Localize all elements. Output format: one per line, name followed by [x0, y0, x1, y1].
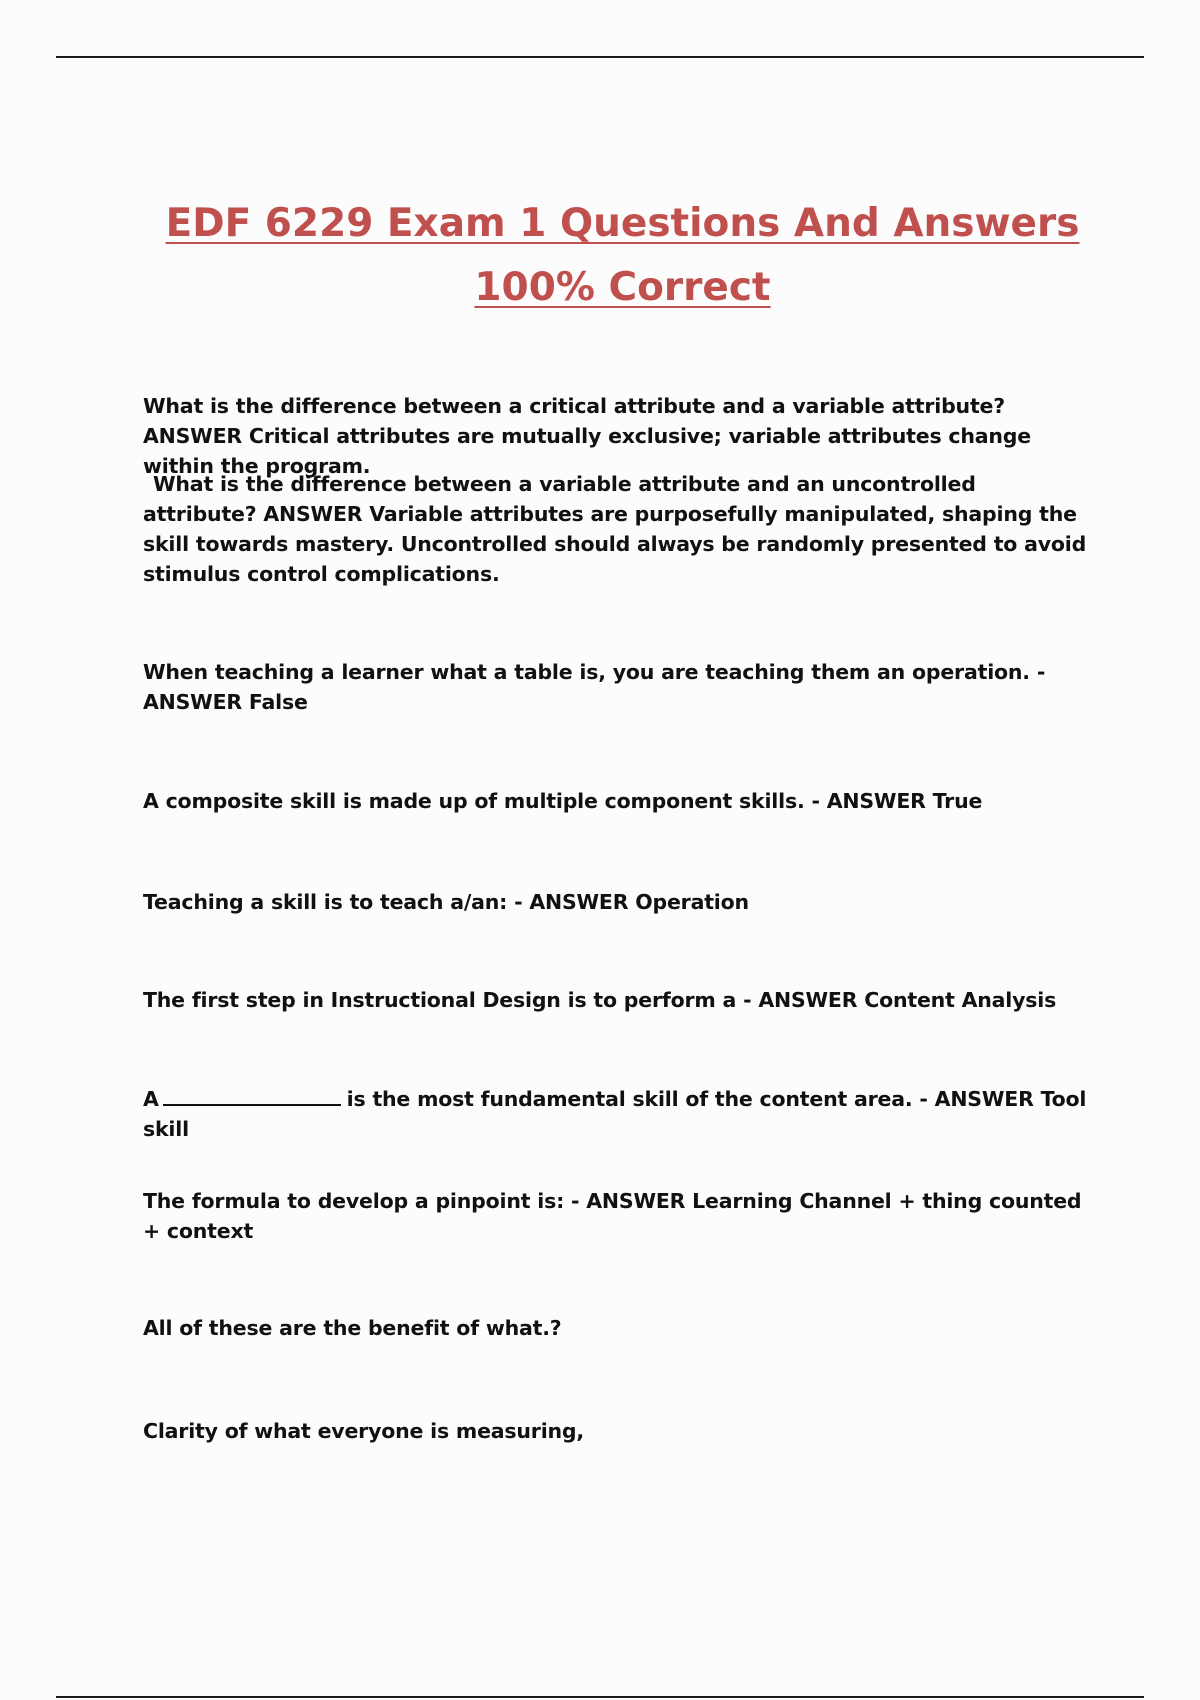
header-rule [56, 56, 1144, 58]
blank-question-suffix: is the most fundamental skill of the content area. - ANSWER Tool skill [143, 1087, 1087, 1141]
qa-item-5: Teaching a skill is to teach a/an: - ANSWER Operation [143, 890, 749, 914]
answer-blank-line [163, 1086, 341, 1106]
qa-item-10: Clarity of what everyone is measuring, [143, 1419, 584, 1443]
qa-item-8: The formula to develop a pinpoint is: - ANSWER Learning Channel + thing counted + context [143, 1189, 1082, 1243]
document-title [100, 192, 1145, 320]
title-line-1: EDF 6229 Exam 1 Questions And Answers [165, 201, 1080, 246]
qa-item-6: The first step in Instructional Design is to perform a - ANSWER Content Analysis [143, 988, 1057, 1012]
qa-item-1: What is the difference between a critical attribute and a variable attribute? ANSWER Critical attributes are mutually exclusive; variable attributes change within the program. [143, 394, 1031, 478]
qa-item-9: All of these are the benefit of what.? [143, 1316, 562, 1340]
qa-item-4: A composite skill is made up of multiple component skills. - ANSWER True [143, 789, 983, 813]
qa-item-2: What is the difference between a variable attribute and an uncontrolled attribute? ANSWER Variable attributes are purposefully manipulated, shaping the skill towards mastery. Uncontrolled should always be randomly presented to avoid stimulus control complications. [143, 472, 1087, 586]
qa-item-3: When teaching a learner what a table is, you are teaching them an operation. - ANSWER False [143, 660, 1046, 714]
blank-question-prefix: A [143, 1087, 159, 1111]
footer-rule [56, 1696, 1144, 1698]
title-line-2: 100% Correct [474, 265, 771, 310]
qa-item-7-fill-in-blank [143, 1084, 1093, 1144]
